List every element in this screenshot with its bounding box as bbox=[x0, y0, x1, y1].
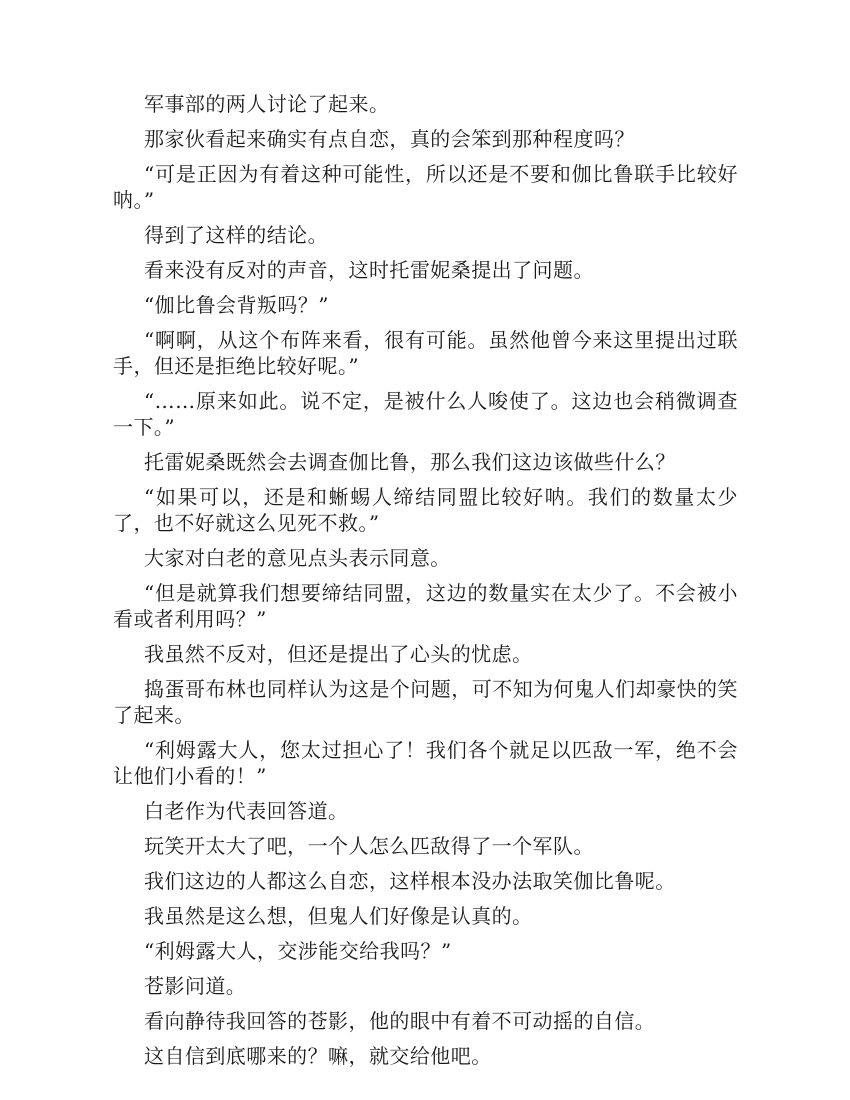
paragraph: “利姆露大人，您太过担心了！我们各个就足以匹敌一军，绝不会让他们小看的！” bbox=[113, 738, 738, 788]
paragraph: 捣蛋哥布林也同样认为这是个问题，可不知为何鬼人们却豪快的笑了起来。 bbox=[113, 677, 738, 727]
paragraph: 苍影问道。 bbox=[144, 974, 247, 998]
document-body bbox=[113, 91, 738, 1078]
paragraph: 看来没有反对的声音，这时托雷妮桑提出了问题。 bbox=[144, 258, 594, 282]
paragraph: 看向静待我回答的苍影，他的眼中有着不可动摇的自信。 bbox=[144, 1009, 656, 1033]
paragraph: “可是正因为有着这种可能性，所以还是不要和伽比鲁联手比较好呐。” bbox=[113, 162, 738, 212]
paragraph: 我们这边的人都这么自恋，这样根本没办法取笑伽比鲁呢。 bbox=[144, 869, 676, 893]
paragraph: 白老作为代表回答道。 bbox=[144, 799, 349, 823]
paragraph: 玩笑开太大了吧，一个人怎么匹敌得了一个军队。 bbox=[144, 834, 594, 858]
paragraph: “如果可以，还是和蜥蜴人缔结同盟比较好呐。我们的数量太少了，也不好就这么见死不救。” bbox=[113, 485, 738, 535]
paragraph: 我虽然是这么想，但鬼人们好像是认真的。 bbox=[144, 904, 533, 928]
paragraph: 这自信到底哪来的？嘛，就交给他吧。 bbox=[144, 1044, 492, 1068]
paragraph: 那家伙看起来确实有点自恋，真的会笨到那种程度吗？ bbox=[144, 127, 635, 151]
paragraph: 军事部的两人讨论了起来。 bbox=[144, 92, 390, 116]
paragraph: “但是就算我们想要缔结同盟，这边的数量实在太少了。不会被小看或者利用吗？” bbox=[113, 581, 738, 631]
paragraph: 托雷妮桑既然会去调查伽比鲁，那么我们这边该做些什么？ bbox=[144, 450, 676, 474]
paragraph: “利姆露大人，交涉能交给我吗？” bbox=[144, 939, 452, 963]
paragraph: 得到了这样的结论。 bbox=[144, 223, 329, 247]
paragraph: “伽比鲁会背叛吗？” bbox=[144, 293, 329, 317]
paragraph: 大家对白老的意见点头表示同意。 bbox=[144, 546, 451, 570]
paragraph: “……原来如此。说不定，是被什么人唆使了。这边也会稍微调查一下。” bbox=[113, 389, 738, 439]
paragraph: 我虽然不反对，但还是提出了心头的忧虑。 bbox=[144, 642, 533, 666]
paragraph: “啊啊，从这个布阵来看，很有可能。虽然他曾今来这里提出过联手，但还是拒绝比较好呢。” bbox=[113, 328, 738, 378]
